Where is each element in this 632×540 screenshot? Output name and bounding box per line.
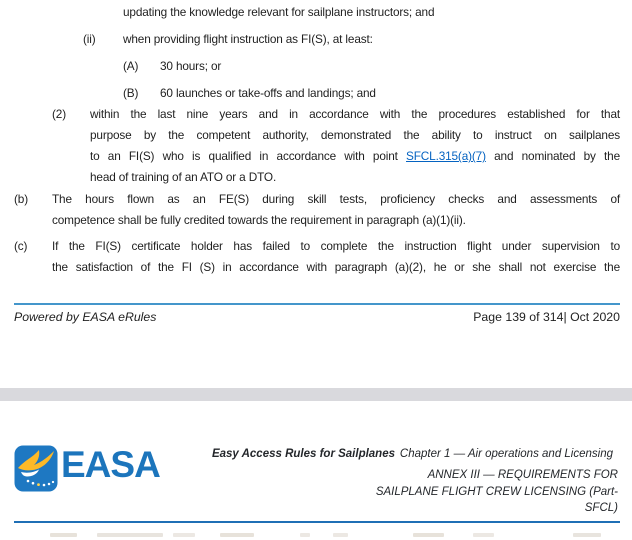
list-item-B [14,83,620,104]
clipped-text-fragment [300,533,310,537]
document-title: Easy Access Rules for Sailplanes [211,448,395,460]
paragraph-text: 30 hours; or [160,59,222,73]
list-item-2 [14,104,620,188]
footer-powered-by: Powered by EASA eRules [14,310,157,324]
annex-heading [376,467,618,517]
text-segment: and nominated by the [485,149,620,163]
text-line: within the last nine years and in accordance with the procedures established for that [90,107,620,121]
annex-line: SAILPLANE FLIGHT CREW LICENSING (Part- [375,485,618,498]
list-item-A [14,56,620,77]
list-item-b [14,189,620,231]
list-marker: (A) [123,59,139,73]
page-footer [14,307,620,325]
text-line: If the FI(S) certificate holder has failed to complete the instruction flight under supervision to [52,239,620,253]
clipped-text-fragment [220,533,254,537]
text-segment: to an FI(S) who is qualified in accordance with point [90,149,407,163]
text-line: competence shall be fully credited towards the requirement in paragraph (a)(1)(ii). [52,213,466,227]
paragraph-text [52,236,620,278]
text-line: the satisfaction of the FI (S) in accordance with paragraph (a)(2), he or she shall not exercise the [52,260,620,274]
list-item-ii [14,29,620,50]
chapter-heading: Chapter 1 — Air operations and Licensing [399,448,613,460]
sfcl-315-link[interactable]: SFCL.315(a)(7) [406,149,486,163]
paragraph-text: updating the knowledge relevant for sailplane instructors; and [123,5,435,19]
clipped-text-fragment [573,533,601,537]
paragraph-text: when providing flight instruction as FI(S), at least: [123,32,373,46]
footer-divider [14,303,620,305]
clipped-text-fragment [97,533,163,537]
annex-line: SFCL) [584,502,618,514]
page-gap-band [0,388,632,401]
list-marker: (2) [52,107,66,121]
list-marker: (ii) [83,32,96,46]
clipped-text-fragment [473,533,494,537]
paragraph-text: 60 launches or take-offs and landings; and [160,86,376,100]
list-marker: (b) [14,192,28,206]
list-marker: (B) [123,86,139,100]
clipped-text-fragment [333,533,348,537]
annex-line: ANNEX III — REQUIREMENTS FOR [427,469,618,481]
paragraph-text [90,104,620,188]
text-line [90,146,620,167]
clipped-text-fragment [173,533,195,537]
body-line-continuation [14,2,620,23]
easa-wordmark: EASA [61,444,160,485]
text-line: The hours flown as an FE(S) during skill tests, proficiency checks and assessments of [52,192,620,206]
clipped-text-fragment [413,533,444,537]
list-item-c [14,236,620,278]
header-divider [14,521,620,523]
footer-page-number: Page 139 of 314| Oct 2020 [473,310,620,324]
text-line: head of training of an ATO or a DTO. [90,170,277,184]
text-line: purpose by the competent authority, demonstrated the ability to instruct on sailplanes [90,128,620,142]
easa-logo [14,445,159,493]
paragraph-text [52,189,620,231]
easa-logo-icon [14,445,58,492]
clipped-text-fragment [50,533,77,537]
list-marker: (c) [14,239,28,253]
